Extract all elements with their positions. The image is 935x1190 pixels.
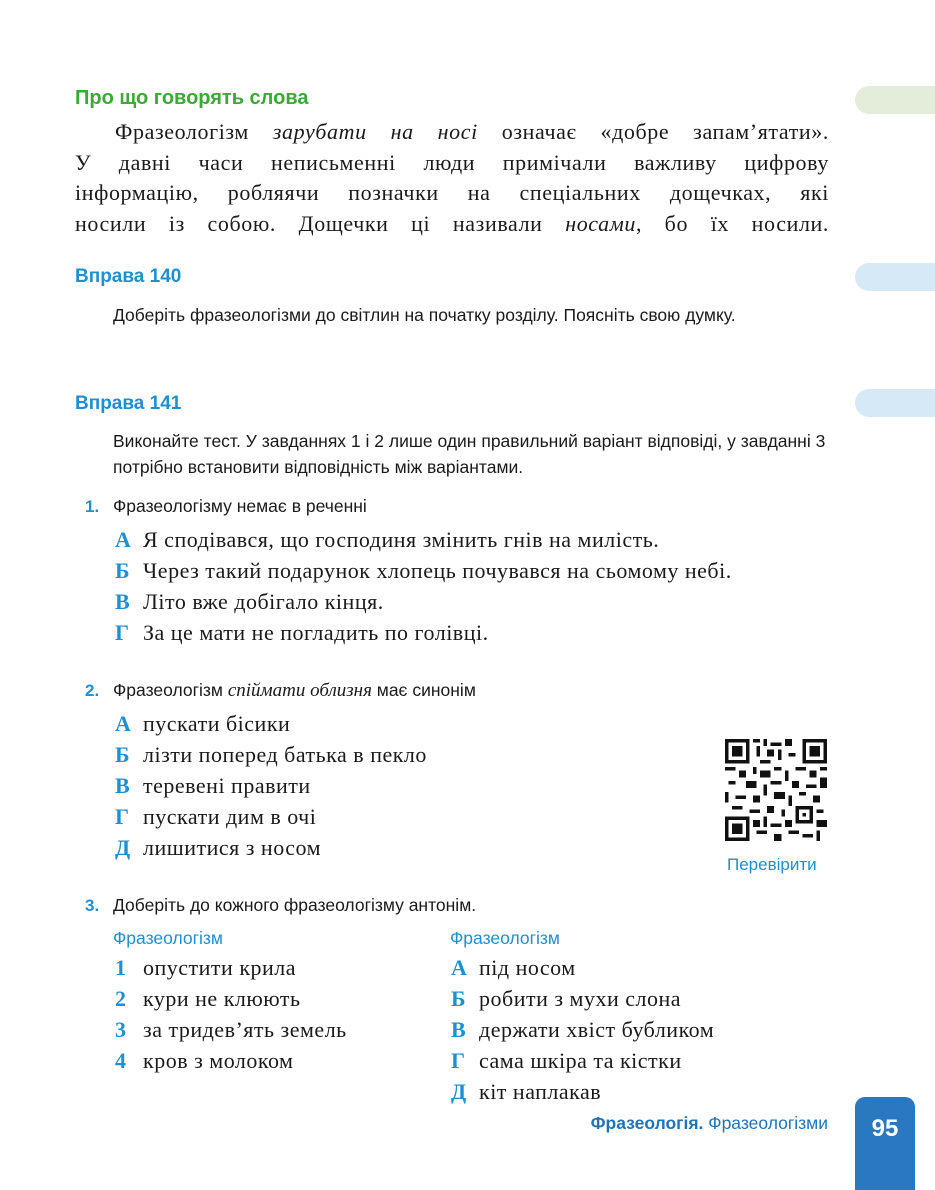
item-text: робити з мухи слона — [479, 986, 682, 1011]
q3-right-item[interactable] — [451, 1079, 601, 1105]
option-text: лишитися з носом — [143, 835, 322, 860]
q1-option[interactable] — [115, 620, 489, 646]
q2-option[interactable] — [115, 711, 290, 737]
q3-right-item[interactable] — [451, 986, 681, 1012]
exercise-141-title: Вправа 141 — [75, 393, 182, 414]
question-1-text: Фразеологізму немає в реченні — [113, 496, 367, 516]
q3-left-item[interactable] — [115, 1048, 293, 1074]
option-text: Я сподівався, що господиня змінить гнів на милість. — [143, 527, 660, 552]
item-number: 2 — [115, 986, 127, 1011]
qr-code-icon[interactable] — [725, 739, 827, 841]
q2-option[interactable] — [115, 742, 427, 768]
option-text: пускати бісики — [143, 711, 291, 736]
q1-option[interactable] — [115, 589, 384, 615]
option-text: Через такий подарунок хлопець почувався на сьомому небі. — [143, 558, 732, 583]
intro-line-1: Фразеологізм зарубати на носі означає «добре запам’ятати». — [115, 119, 829, 144]
item-letter: В — [451, 1017, 467, 1042]
question-2-number: 2. — [85, 681, 100, 700]
item-letter: Б — [451, 986, 467, 1011]
running-footer — [591, 1113, 828, 1134]
option-text: пускати дим в очі — [143, 804, 317, 829]
q3-left-item[interactable] — [115, 955, 296, 981]
q3-right-item[interactable] — [451, 1048, 682, 1074]
qr-caption[interactable]: Перевірити — [727, 855, 817, 874]
option-letter: Д — [115, 835, 131, 860]
side-tab-ex141 — [855, 389, 935, 417]
exercise-141-text: Виконайте тест. У завданнях 1 і 2 лише один правильний варіант відповіді, у завданні 3 потрібно встановити відповідність між варіантами. — [113, 431, 826, 477]
intro-line-2: У давні часи неписьменні люди примічали важливу цифрову — [75, 149, 829, 175]
q2-option[interactable] — [115, 804, 316, 830]
q2-option[interactable] — [115, 835, 321, 861]
q1-option[interactable] — [115, 558, 732, 584]
item-letter: Г — [451, 1048, 466, 1073]
intro-line-3: інформацію, робляячи позначки на спеціальних дощечках, які — [75, 180, 829, 205]
item-number: 3 — [115, 1017, 127, 1042]
item-text: кров з молоком — [143, 1048, 294, 1073]
option-letter: В — [115, 589, 131, 614]
item-text: кіт наплакав — [479, 1079, 602, 1104]
q3-left-item[interactable] — [115, 1017, 347, 1043]
item-letter: Д — [451, 1079, 467, 1104]
item-text: сама шкіра та кістки — [479, 1048, 682, 1073]
question-1-number: 1. — [85, 497, 100, 516]
item-text: опустити крила — [143, 955, 297, 980]
item-text: кури не клюють — [143, 986, 301, 1011]
side-tab-section — [855, 86, 935, 114]
left-column-heading: Фразеологізм — [113, 928, 223, 948]
q3-left-item[interactable] — [115, 986, 301, 1012]
option-letter: Б — [115, 558, 131, 583]
option-letter: Г — [115, 804, 130, 829]
q3-right-item[interactable] — [451, 1017, 714, 1043]
intro-paragraph — [75, 117, 829, 239]
item-number: 1 — [115, 955, 127, 980]
option-letter: А — [115, 711, 132, 736]
exercise-140-title: Вправа 140 — [75, 266, 182, 287]
option-text: лізти поперед батька в пекло — [143, 742, 427, 767]
q1-option[interactable] — [115, 527, 659, 553]
q3-right-item[interactable] — [451, 955, 576, 981]
right-column-heading: Фразеологізм — [450, 928, 560, 948]
question-2-text: Фразеологізм спіймати облизня має синонім — [113, 680, 476, 701]
option-text: Літо вже добігало кінця. — [143, 589, 384, 614]
option-text: теревені правити — [143, 773, 311, 798]
item-letter: А — [451, 955, 468, 980]
item-text: держати хвіст бубликом — [479, 1017, 715, 1042]
option-letter: А — [115, 527, 132, 552]
intro-line-4: носили із собою. Дощечки ці називали носами, бо їх носили. — [75, 210, 829, 236]
exercise-140-text: Доберіть фразеологізми до світлин на початку розділу. Поясніть свою думку. — [113, 305, 736, 325]
page-number-badge — [855, 1097, 915, 1190]
option-letter: Г — [115, 620, 130, 645]
question-3-text: Доберіть до кожного фразеологізму антонім. — [113, 895, 477, 915]
section-title: Про що говорять слова — [75, 87, 309, 109]
question-3-number: 3. — [85, 896, 100, 915]
option-letter: Б — [115, 742, 131, 767]
item-text: за тридев’ять земель — [143, 1017, 347, 1042]
footer-topic: Фразеологізми — [708, 1113, 828, 1133]
q2-option[interactable] — [115, 773, 311, 799]
footer-chapter: Фразеологія. — [590, 1113, 704, 1133]
item-text: під носом — [479, 955, 576, 980]
side-tab-ex140 — [855, 263, 935, 291]
item-number: 4 — [115, 1048, 127, 1073]
option-text: За це мати не погладить по голівці. — [143, 620, 489, 645]
option-letter: В — [115, 773, 131, 798]
page-number: 95 — [871, 1115, 899, 1142]
